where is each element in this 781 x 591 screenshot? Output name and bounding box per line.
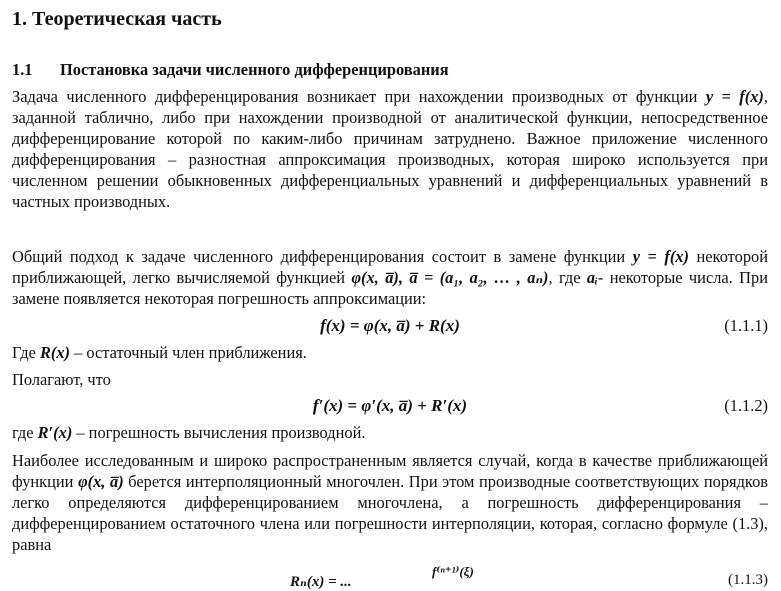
where-remainder-line — [12, 342, 307, 363]
where-1-text-2: – остаточный член приближения. — [70, 343, 307, 362]
paragraph-3 — [12, 450, 768, 555]
where-1-text-1: Где — [12, 343, 40, 362]
equation-1-1-3-partial — [12, 564, 768, 590]
equation-1-formula: f(x) = φ(x, a̅) + R(x) — [320, 316, 460, 335]
where-2-text-2: – погрешность вычисления производной. — [72, 423, 366, 442]
paragraph-2-text-2: некоторой приближающей, легко вычисляемой функцией — [12, 247, 768, 287]
paragraph-3-text-2: берется интерполяционный многочлен. При этом производные соответствующих порядков легко определяются дифференцированием многочлена, а погрешность дифференцирования – дифференцированием остаточного члена или погрешности интерполяции, которая, согласно формуле (1.3), равна — [12, 472, 769, 554]
math-y-equals-fx-2: y = f(x) — [632, 247, 689, 266]
math-phi-x-a: φ(x, a̅) — [78, 472, 124, 491]
paragraph-2-text-4: - — [597, 268, 604, 287]
equation-1-1-2 — [12, 394, 768, 418]
paragraph-1 — [12, 86, 768, 212]
equation-2-formula: f′(x) = φ′(x, a̅) + R′(x) — [312, 396, 468, 415]
paragraph-1-rest: , заданной таблично, либо при нахождении производной от аналитической функции, непосредственное дифференцирование которой по каким-либо причинам затруднено. Важное приложение численного дифференцирования – разностная аппроксимация производных, которая широко используется при численном решении обыкновенных дифференциальных уравнений и дифференциальных уравнений в частных производных. — [12, 87, 768, 211]
math-ai: aᵢ — [586, 268, 598, 287]
math-y-equals-fx: y = f(x) — [705, 87, 764, 106]
where-derivative-error-line — [12, 422, 365, 443]
equation-3-left: Rₙ(x) = ... — [290, 574, 352, 590]
paragraph-2-text-5: некоторые числа. При замене появляется некоторая погрешность аппроксимации: — [12, 268, 768, 308]
subsection-number: 1.1 — [12, 60, 33, 79]
math-rx: R(x) — [39, 343, 71, 362]
subsection-heading — [12, 60, 449, 80]
section-heading: 1. Теоретическая часть — [12, 8, 222, 30]
equation-1-1-1 — [12, 314, 768, 338]
equation-3-number: (1.1.3) — [728, 572, 768, 588]
paragraph-1-line-1: Задача численного дифференцирования возникает при нахождении производных от функции — [12, 87, 698, 106]
equation-3-fraction-top: f⁽ⁿ⁺¹⁾(ξ) — [432, 564, 474, 579]
paragraph-3-text-1: Наиболее исследованным и широко распространенным является случай, когда в качестве приближающей функции — [12, 451, 768, 491]
math-approximating-function: φ(x, a̅), a̅ = (a₁, a₂, … , aₙ) — [351, 268, 549, 287]
math-r-prime-x: R′(x) — [37, 423, 73, 442]
paragraph-2-text-1: Общий подход к задаче численного дифференцирования состоит в замене функции — [12, 247, 633, 266]
paragraph-2 — [12, 246, 768, 309]
subsection-title: Постановка задачи численного дифференцирования — [60, 60, 449, 79]
paragraph-2-text-3: , где — [548, 268, 587, 287]
equation-2-number: (1.1.2) — [724, 396, 768, 415]
assume-line: Полагают, что — [12, 370, 111, 389]
where-2-text-1: где — [12, 423, 38, 442]
equation-1-number: (1.1.1) — [724, 316, 768, 335]
